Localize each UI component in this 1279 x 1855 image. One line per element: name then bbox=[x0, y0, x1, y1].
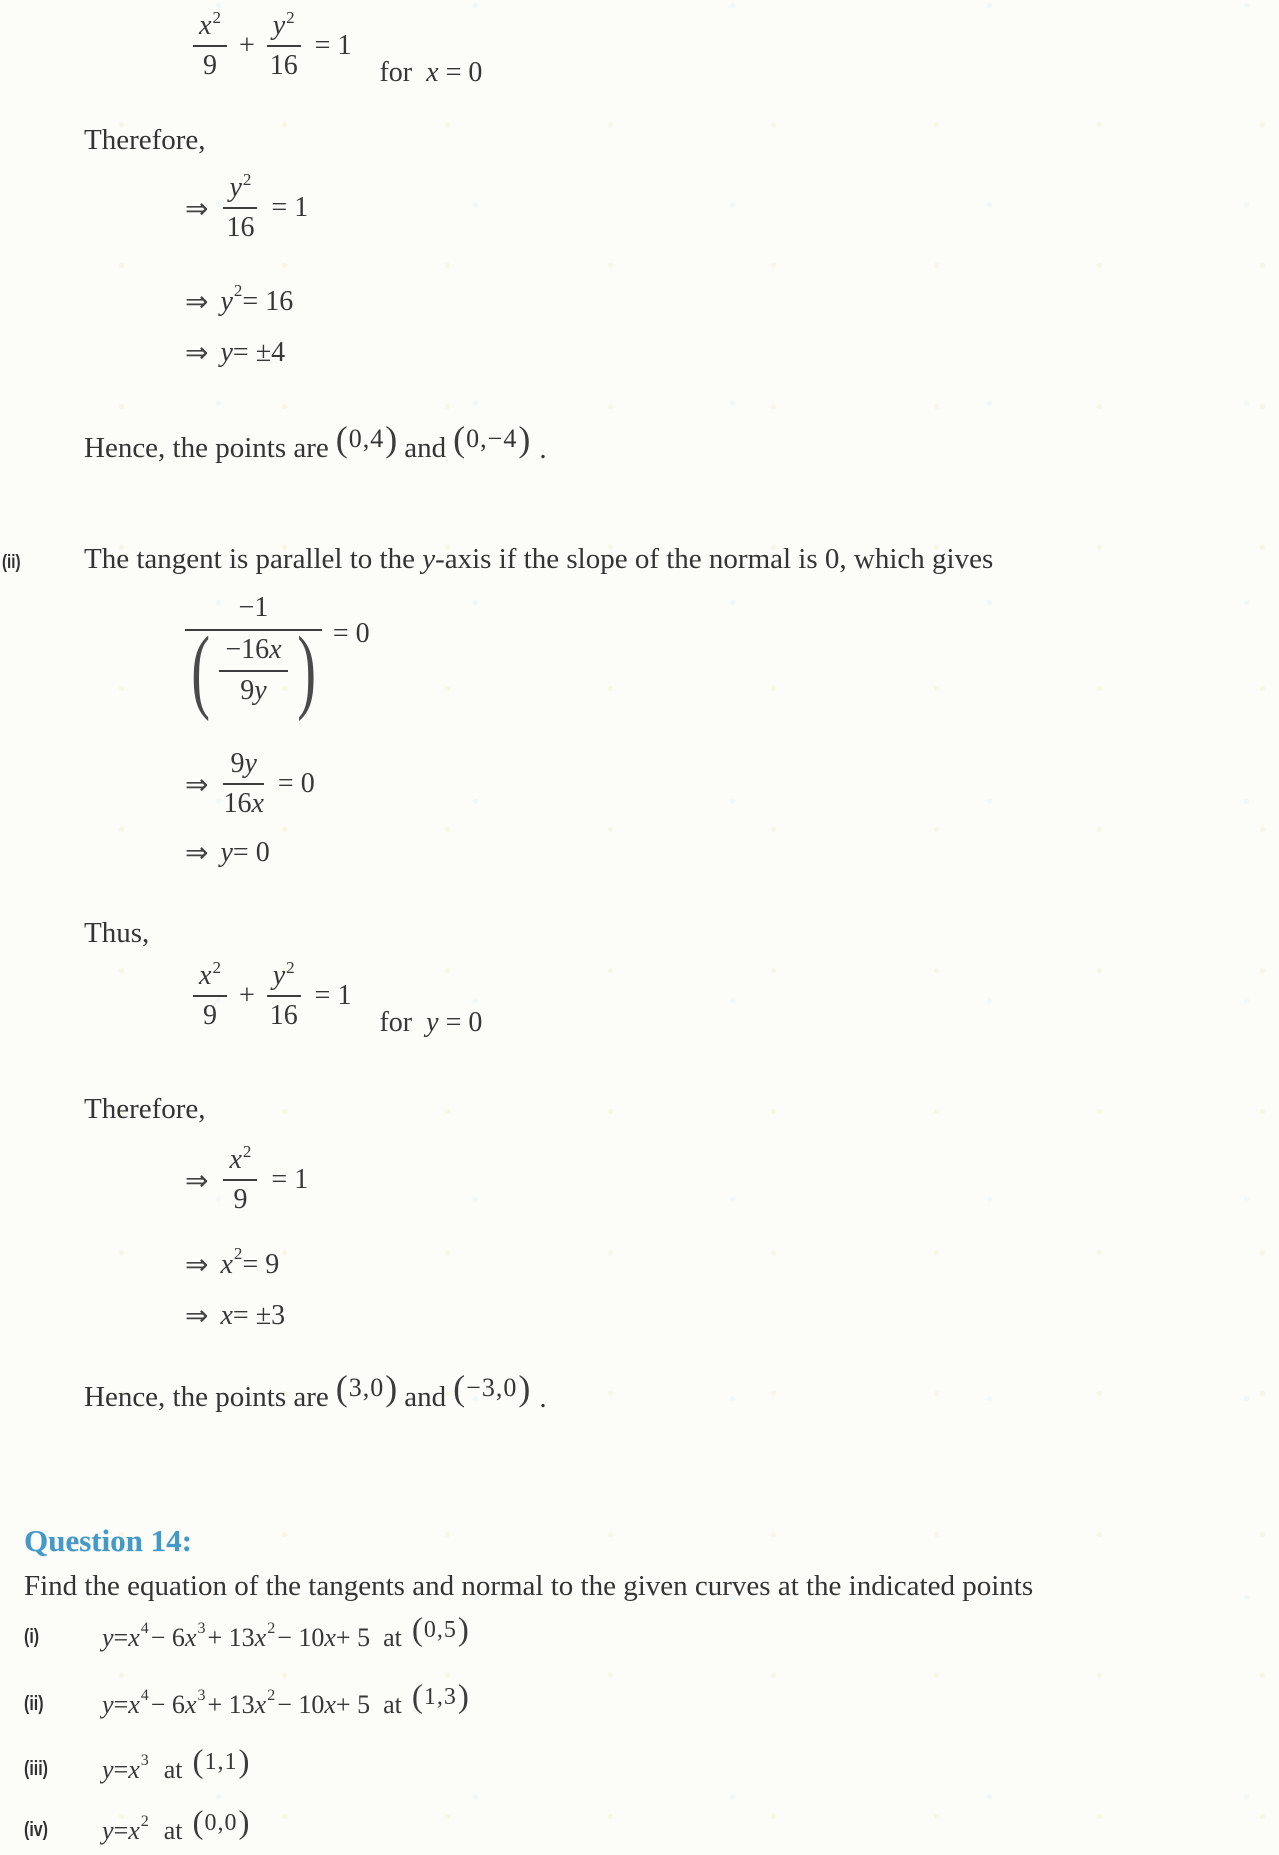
coefficient: 9 bbox=[230, 748, 245, 779]
point-value: 0,5 bbox=[423, 1617, 457, 1643]
math-var-y: y bbox=[220, 336, 233, 368]
poly-term: − 6 bbox=[150, 1622, 185, 1652]
math-var-x: x bbox=[426, 57, 439, 89]
fraction-9y-over-16x bbox=[223, 748, 263, 820]
equation-rhs: = 16 bbox=[242, 285, 294, 317]
math-var-x: x bbox=[184, 1689, 197, 1719]
fraction-y2-over-16 bbox=[267, 960, 301, 1032]
point-0-5 bbox=[412, 1614, 469, 1647]
fraction-denominator: 16 bbox=[269, 1000, 298, 1032]
derivation-9y-over-16x bbox=[185, 748, 315, 820]
math-exponent: 2 bbox=[233, 1243, 243, 1263]
condition-for-x0 bbox=[379, 57, 482, 89]
math-var-x: x bbox=[220, 1299, 233, 1331]
math-var-y: y bbox=[426, 1007, 439, 1039]
outer-denominator bbox=[185, 618, 322, 722]
part-ii-label: (ii) bbox=[2, 552, 21, 573]
right-paren: ) bbox=[238, 1744, 250, 1780]
condition-for-y0 bbox=[379, 1007, 482, 1039]
implies-arrow-icon: ⇒ bbox=[185, 836, 209, 869]
item-ii-label: (ii) bbox=[24, 1693, 44, 1715]
math-exponent: 2 bbox=[286, 958, 295, 977]
math-var-y: y bbox=[102, 1754, 114, 1784]
fraction-denominator: 9 bbox=[233, 1184, 248, 1216]
left-paren: ( bbox=[192, 1805, 204, 1841]
point-value: 0,−4 bbox=[466, 424, 518, 453]
point-value: 1,3 bbox=[423, 1684, 457, 1710]
implies-arrow-icon: ⇒ bbox=[185, 1299, 209, 1332]
math-exponent: 2 bbox=[267, 1619, 276, 1637]
math-var-y: y bbox=[272, 10, 286, 41]
left-paren: ( bbox=[411, 1612, 423, 1648]
left-paren: ( bbox=[411, 1679, 423, 1715]
math-var-x: x bbox=[184, 1622, 197, 1652]
plus-operator: + bbox=[238, 980, 255, 1012]
point-value: 3,0 bbox=[348, 1373, 385, 1402]
coefficient: −16 bbox=[225, 634, 270, 666]
implies-arrow-icon: ⇒ bbox=[185, 191, 209, 225]
item-i-label: (i) bbox=[24, 1626, 40, 1648]
math-var-y: y bbox=[272, 960, 286, 991]
equation-ellipse-y0 bbox=[190, 958, 483, 1039]
fraction-x2-over-9 bbox=[223, 1144, 257, 1216]
hence-prefix: Hence, the points are bbox=[84, 431, 329, 464]
plus-operator: + bbox=[238, 30, 255, 62]
equation-rhs: = 0 bbox=[332, 618, 370, 649]
fraction-x2-over-9 bbox=[193, 10, 227, 82]
right-paren: ) bbox=[385, 1368, 398, 1408]
for-word: for bbox=[379, 57, 413, 89]
derivation-y2-16 bbox=[185, 280, 294, 318]
left-paren: ( bbox=[192, 1744, 204, 1780]
poly-term: + 13 bbox=[207, 1622, 255, 1652]
point-0-neg4 bbox=[453, 421, 530, 457]
math-var-x: x bbox=[220, 1248, 233, 1280]
math-var-x: x bbox=[128, 1689, 140, 1719]
right-paren: ) bbox=[238, 1805, 250, 1841]
equals: = bbox=[113, 1689, 129, 1719]
derivation-x2-over-9 bbox=[185, 1144, 308, 1216]
equation-rhs: = 0 bbox=[277, 768, 315, 800]
math-exponent: 2 bbox=[242, 1142, 252, 1161]
math-var-x: x bbox=[254, 1689, 267, 1719]
complex-fraction-equation bbox=[185, 592, 370, 722]
at-word: at bbox=[383, 1622, 402, 1652]
poly-term: + 5 bbox=[335, 1622, 371, 1652]
math-var-x: x bbox=[128, 1622, 140, 1652]
point-value: 1,1 bbox=[204, 1749, 238, 1775]
math-exponent: 4 bbox=[140, 1619, 149, 1637]
equation-rhs: = 1 bbox=[314, 30, 352, 62]
math-var-y: y bbox=[254, 674, 267, 706]
math-var-y: y bbox=[244, 748, 257, 779]
question-14-text: Find the equation of the tangents and normal to the given curves at the indicated points bbox=[24, 1570, 1034, 1602]
right-paren: ) bbox=[385, 419, 398, 459]
implies-arrow-icon: ⇒ bbox=[185, 336, 209, 369]
equation-ellipse-x0 bbox=[190, 8, 483, 89]
left-paren: ( bbox=[453, 419, 466, 459]
math-var-x: x bbox=[324, 1622, 336, 1652]
point-1-1 bbox=[193, 1746, 250, 1779]
implies-arrow-icon: ⇒ bbox=[185, 1163, 209, 1197]
for-word: for bbox=[379, 1007, 413, 1039]
point-value: 0,0 bbox=[204, 1810, 238, 1836]
fraction-denominator: 9 bbox=[202, 1000, 217, 1032]
equals: = bbox=[113, 1815, 129, 1845]
math-var-y: y bbox=[102, 1622, 114, 1652]
fraction-denominator: 16 bbox=[226, 212, 255, 244]
math-var-x: x bbox=[128, 1754, 140, 1784]
at-word: at bbox=[163, 1815, 183, 1845]
fraction-numerator bbox=[219, 634, 287, 671]
period: . bbox=[539, 433, 547, 465]
math-exponent: 3 bbox=[197, 1619, 206, 1637]
condition-rhs: = 0 bbox=[438, 57, 483, 89]
condition-rhs: = 0 bbox=[438, 1007, 483, 1039]
math-var-y: y bbox=[220, 285, 233, 317]
point-0-0 bbox=[193, 1807, 250, 1840]
math-var-y: y bbox=[220, 836, 233, 868]
coefficient: 16 bbox=[223, 788, 252, 820]
hence-points-line-1 bbox=[84, 419, 547, 466]
equation-rhs: = 1 bbox=[314, 980, 352, 1012]
fraction-numerator bbox=[193, 960, 227, 997]
math-exponent: 3 bbox=[140, 1751, 149, 1769]
fraction-numerator bbox=[267, 10, 301, 47]
at-word: at bbox=[163, 1754, 183, 1784]
left-paren: ( bbox=[335, 419, 348, 459]
math-var-x: x bbox=[199, 10, 212, 41]
math-var-y: y bbox=[102, 1815, 114, 1845]
at-word: at bbox=[383, 1689, 402, 1719]
question-item-i bbox=[24, 1612, 469, 1654]
math-var-y: y bbox=[422, 543, 436, 575]
math-var-y: y bbox=[102, 1689, 114, 1719]
equals: = bbox=[113, 1622, 129, 1652]
math-exponent: 4 bbox=[140, 1686, 149, 1704]
and-word: and bbox=[404, 1380, 447, 1413]
point-neg3-0 bbox=[453, 1370, 530, 1406]
derivation-y2-over-16 bbox=[185, 172, 308, 244]
hence-prefix: Hence, the points are bbox=[84, 1380, 329, 1413]
part-ii-statement bbox=[84, 543, 993, 576]
inner-fraction bbox=[219, 634, 287, 706]
right-paren: ) bbox=[457, 1679, 469, 1715]
math-exponent: 2 bbox=[140, 1812, 149, 1830]
math-exponent: 2 bbox=[242, 170, 252, 189]
left-paren: ( bbox=[453, 1368, 466, 1408]
poly-term: + 5 bbox=[335, 1689, 371, 1719]
fraction-denominator bbox=[240, 672, 266, 707]
math-exponent: 3 bbox=[197, 1686, 206, 1704]
outer-fraction bbox=[185, 592, 322, 722]
poly-term: − 10 bbox=[277, 1689, 325, 1719]
fraction-denominator bbox=[223, 783, 263, 820]
big-right-paren: ) bbox=[296, 618, 316, 722]
item-iii-label: (iii) bbox=[24, 1758, 48, 1780]
and-word: and bbox=[404, 431, 447, 464]
derivation-x2-9 bbox=[185, 1243, 280, 1281]
right-paren: ) bbox=[518, 1368, 531, 1408]
poly-term: + 13 bbox=[207, 1689, 255, 1719]
right-paren: ) bbox=[457, 1612, 469, 1648]
implies-arrow-icon: ⇒ bbox=[185, 285, 209, 318]
point-3-0 bbox=[336, 1370, 398, 1406]
thus-text: Thus, bbox=[84, 917, 150, 949]
derivation-y-0 bbox=[185, 836, 270, 869]
question-14-heading: Question 14: bbox=[24, 1523, 192, 1558]
coefficient: 9 bbox=[240, 674, 255, 706]
question-item-ii bbox=[24, 1679, 469, 1721]
point-value: 0,4 bbox=[348, 424, 385, 453]
point-0-4 bbox=[336, 421, 398, 457]
equation-rhs: = 9 bbox=[242, 1248, 280, 1280]
implies-arrow-icon: ⇒ bbox=[185, 1248, 209, 1281]
math-var-x: x bbox=[254, 1622, 267, 1652]
question-item-iv bbox=[24, 1805, 250, 1847]
equation-rhs: = ±3 bbox=[232, 1299, 286, 1331]
statement-text: The tangent is parallel to the bbox=[84, 543, 423, 575]
therefore-text: Therefore, bbox=[84, 124, 206, 156]
poly-term: − 6 bbox=[150, 1689, 185, 1719]
math-exponent: 2 bbox=[267, 1686, 276, 1704]
math-exponent: 2 bbox=[212, 958, 221, 977]
math-var-x: x bbox=[251, 788, 264, 820]
point-1-3 bbox=[412, 1681, 469, 1714]
math-var-x: x bbox=[199, 960, 212, 991]
math-exponent: 2 bbox=[286, 8, 295, 27]
fraction-y2-over-16 bbox=[267, 10, 301, 82]
math-exponent: 2 bbox=[212, 8, 221, 27]
statement-text: -axis if the slope of the normal is 0, which gives bbox=[435, 543, 994, 575]
math-var-x: x bbox=[324, 1689, 336, 1719]
hence-points-line-2 bbox=[84, 1368, 547, 1415]
item-iv-label: (iv) bbox=[24, 1819, 48, 1841]
equals: = bbox=[113, 1754, 129, 1784]
math-var-x: x bbox=[229, 1144, 242, 1175]
equation-rhs: = 0 bbox=[232, 836, 270, 868]
math-var-y: y bbox=[229, 172, 242, 203]
question-item-iii bbox=[24, 1744, 250, 1786]
math-var-x: x bbox=[128, 1815, 140, 1845]
period: . bbox=[539, 1382, 547, 1414]
derivation-y-pm4 bbox=[185, 336, 285, 369]
fraction-y2-over-16 bbox=[223, 172, 257, 244]
equation-rhs: = 1 bbox=[271, 1164, 309, 1196]
fraction-denominator: 9 bbox=[202, 50, 217, 82]
fraction-numerator bbox=[267, 960, 301, 997]
therefore-text: Therefore, bbox=[84, 1093, 206, 1125]
point-value: −3,0 bbox=[466, 1373, 518, 1402]
equation-rhs: = 1 bbox=[271, 192, 309, 224]
math-var-x: x bbox=[269, 634, 282, 666]
poly-term: − 10 bbox=[277, 1622, 325, 1652]
derivation-x-pm3 bbox=[185, 1299, 285, 1332]
fraction-x2-over-9 bbox=[193, 960, 227, 1032]
big-left-paren: ( bbox=[191, 618, 211, 722]
right-paren: ) bbox=[518, 419, 531, 459]
implies-arrow-icon: ⇒ bbox=[185, 767, 209, 801]
math-exponent: 2 bbox=[233, 280, 243, 300]
equation-rhs: = ±4 bbox=[232, 336, 286, 368]
fraction-numerator bbox=[223, 1144, 257, 1181]
fraction-numerator bbox=[193, 10, 227, 47]
fraction-denominator: 16 bbox=[269, 50, 298, 82]
outer-numerator: −1 bbox=[238, 592, 269, 623]
fraction-numerator bbox=[224, 748, 262, 783]
fraction-numerator bbox=[223, 172, 257, 209]
left-paren: ( bbox=[335, 1368, 348, 1408]
